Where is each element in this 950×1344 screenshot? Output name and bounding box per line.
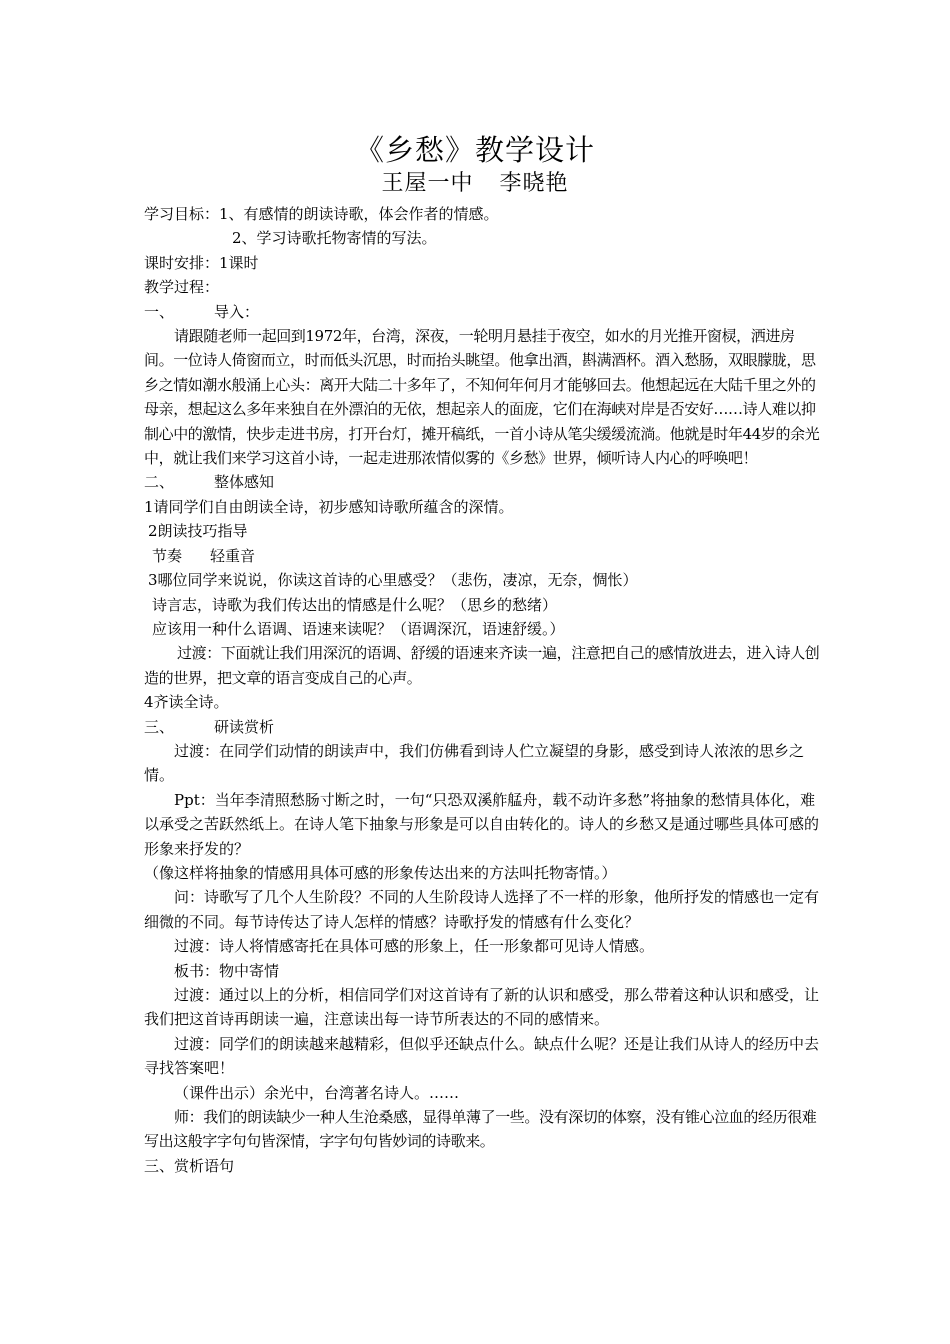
learning-goal-2: 2、学习诗歌托物寄情的写法。 bbox=[232, 229, 437, 248]
author-school: 王屋一中 bbox=[381, 171, 474, 196]
document-body bbox=[144, 202, 820, 1178]
section-1-heading: 一、 导入： bbox=[144, 302, 260, 321]
section-3-paragraph-5: 过渡：诗人将情感寄托在具体可感的形象上，任一形象都可见诗人情感。 bbox=[174, 937, 655, 956]
lesson-schedule: 课时安排：1课时 bbox=[144, 253, 259, 272]
goals-label: 学习目标： bbox=[144, 205, 220, 223]
section-3-paragraph-6: 板书：物中寄情 bbox=[174, 961, 280, 980]
section-3-paragraph-3: （像这样将抽象的情感用具体可感的形象传达出来的方法叫托物寄情。） bbox=[144, 863, 617, 882]
learning-goal-1: 学习目标：1、有感情的朗读诗歌，体会作者的情感。 bbox=[144, 205, 499, 223]
section-3-paragraph-10: 师：我们的朗读缺少一种人生沧桑感，显得单薄了一些。没有深切的体察，没有锥心泣血的经历很难写出这般字字句句皆深情，字字句句皆妙词的诗歌来。 bbox=[144, 1108, 817, 1151]
section-3-paragraph-1: 过渡：在同学们动情的朗读声中，我们仿佛看到诗人伫立凝望的身影，感受到诗人浓浓的思乡之情。 bbox=[144, 741, 805, 785]
section-3-paragraph-2: Ppt：当年李清照愁肠寸断之时，一句“只恐双溪舴艋舟，载不动许多愁”将抽象的愁情具体化，难以承受之苦跃然纸上。在诗人笔下抽象与形象是可以自由转化的。诗人的乡愁又是通过哪些具体可感的形象来抒发的？ bbox=[144, 790, 820, 858]
section-3-paragraph-7: 过渡：通过以上的分析，相信同学们对这首诗有了新的认识和感受，那么带着这种认识和感受，让我们把这首诗再朗读一遍，注意读出每一诗节所表达的不同的感情来。 bbox=[144, 986, 820, 1029]
section-2-question-2: 应该用一种什么语调、语速来读呢？（语调深沉，语速舒缓。） bbox=[152, 619, 565, 638]
author-line bbox=[0, 170, 950, 198]
section-2-item-4: 4齐读全诗。 bbox=[144, 693, 229, 712]
section-2-item-3: 3哪位同学来说说，你读这首诗的心里感受？（悲伤，凄凉，无奈，惆怅） bbox=[148, 571, 638, 590]
author-name: 李晓艳 bbox=[499, 171, 569, 196]
section-3-heading: 三、 研读赏析 bbox=[144, 717, 275, 736]
section-1-paragraph: 请跟随老师一起回到1972年，台湾，深夜，一轮明月悬挂于夜空，如水的月光推开窗棂，洒进房间。一位诗人倚窗而立，时而低头沉思，时而抬头眺望。他拿出酒，斟满酒杯。酒入愁肠，双眼朦胧，思乡之情如潮水般涌上心头：离开大陆二十多年了，不知何年何月才能够回去。他想起远在大陆千里之外的母亲，想起这么多年来独自在外漂泊的无依，想起亲人的面庞，它们在海峡对岸是否安好……诗人难以抑制心中的激情，快步走进书房，打开台灯，摊开稿纸，一首小诗从笔尖缓缓流淌。他就是时年44岁的余光中，就让我们来学习这首小诗，一起走进那浓情似雾的《乡愁》世界，倾听诗人内心的呼唤吧！ bbox=[144, 327, 820, 468]
section-2-item-1: 1请同学们自由朗读全诗，初步感知诗歌所蕴含的深情。 bbox=[144, 497, 514, 516]
section-3-paragraph-8: 过渡：同学们的朗读越来越精彩，但似乎还缺点什么。缺点什么呢？还是让我们从诗人的经历中去寻找答案吧！ bbox=[144, 1034, 820, 1078]
section-4-heading: 三、赏析语句 bbox=[144, 1156, 235, 1175]
section-2-heading: 二、 整体感知 bbox=[144, 473, 275, 492]
section-3-paragraph-9: （课件出示）余光中，台湾著名诗人。…… bbox=[174, 1083, 460, 1102]
teaching-process-label: 教学过程： bbox=[144, 278, 220, 297]
section-2-transition: 过渡：下面就让我们用深沉的语调、舒缓的语速来齐读一遍，注意把自己的感情放进去，进入诗人创造的世界，把文章的语言变成自己的心声。 bbox=[144, 644, 820, 687]
section-3-paragraph-4: 问：诗歌写了几个人生阶段？不同的人生阶段诗人选择了不一样的形象，他所抒发的情感也一定有细微的不同。每节诗传达了诗人怎样的情感？诗歌抒发的情感有什么变化？ bbox=[144, 888, 820, 931]
section-2-question-1: 诗言志，诗歌为我们传达出的情感是什么呢？（思乡的愁绪） bbox=[152, 595, 558, 614]
document-title: 《乡愁》教学设计 bbox=[354, 133, 595, 167]
section-2-item-2: 2朗读技巧指导 bbox=[148, 522, 248, 541]
reading-tips: 节奏 轻重音 bbox=[152, 546, 256, 565]
